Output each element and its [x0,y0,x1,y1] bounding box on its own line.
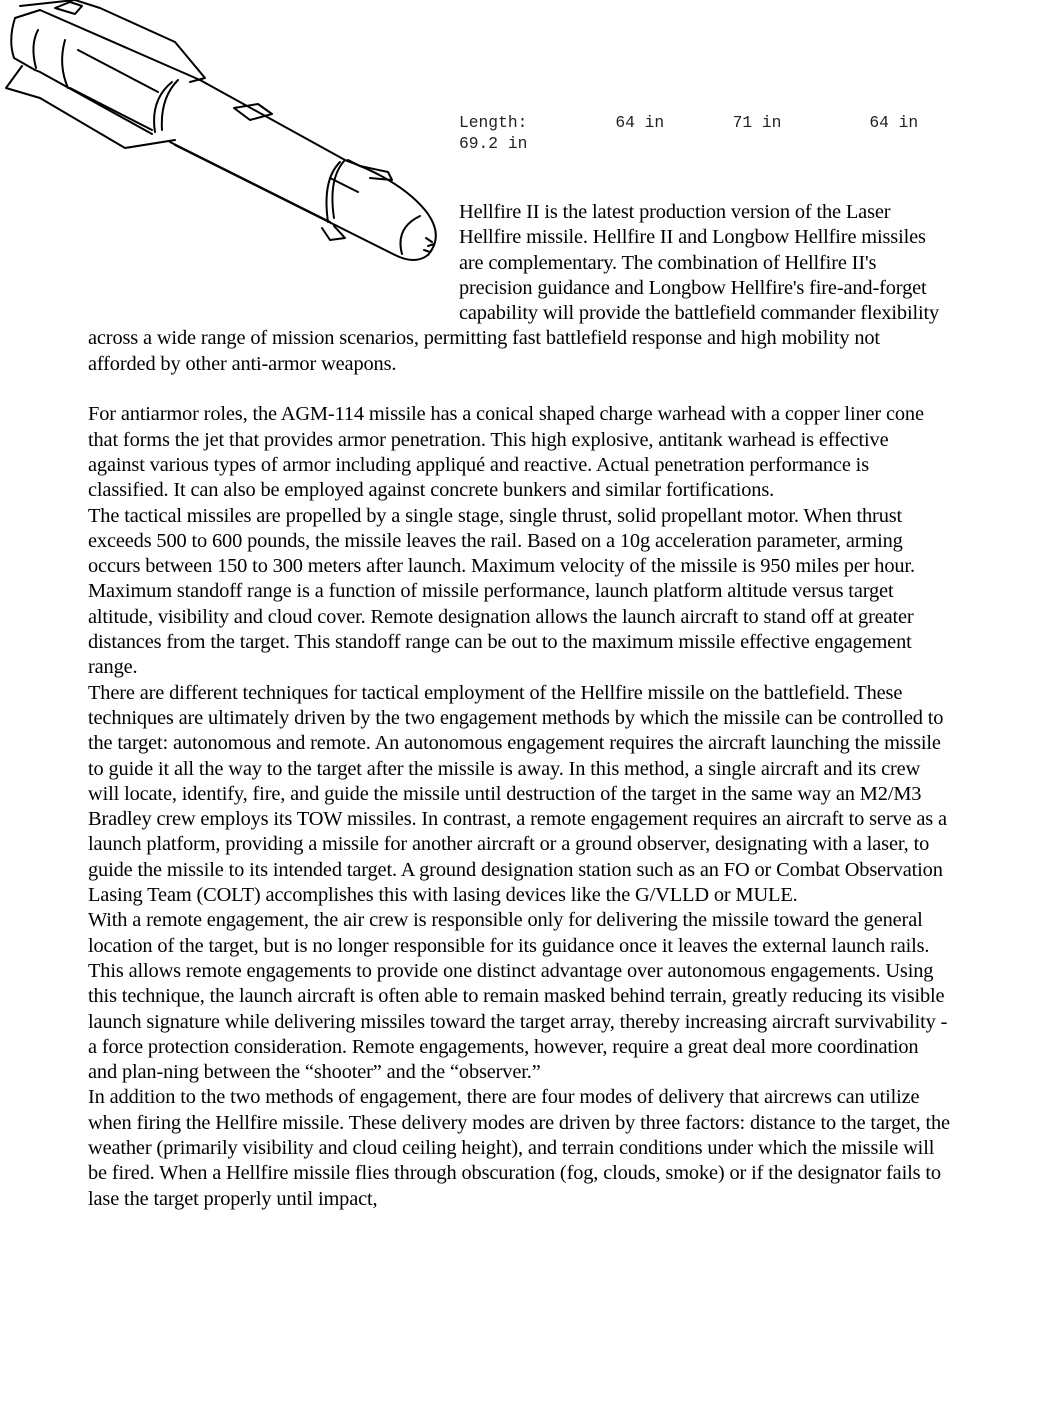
paragraph-delivery-modes: In addition to the two methods of engagement, there are four modes of delivery that aircrews can utilize when firing the Hellfire missile. These delivery modes are driven by three factors: distance to the target, the weather (primarily visibility and cloud ceiling height), and terrain conditions under which the missile will be fired. When a Hellfire missile flies through obscuration (fog, clouds, smoke) or if the designator fails to lase the target properly until impact, [88,1086,950,1210]
paragraph-propulsion: The tactical missiles are propelled by a single stage, single thrust, solid propellant motor. When thrust exceeds 500 to 600 pounds, the missile leaves the rail. Based on a 10g acceleration parameter, arming occurs between 150 to 300 meters after launch. Maximum velocity of the missile is 950 miles per hour. Maximum standoff range is a function of missile performance, launch platform altitude versus target altitude, visibility and cloud cover. Remote designation allows the launch aircraft to stand off at greater distances from the target. This standoff range can be out to the maximum missile effective engagement range. [88,504,915,679]
paragraph-remote-engagement: With a remote engagement, the air crew is responsible only for delivering the missile toward the general location of the target, but is no longer responsible for its guidance once it leaves the external launch rails. This allows remote engagements to provide one distinct advantage over autonomous engagements. Using this technique, the launch aircraft is often able to remain masked behind terrain, greatly reducing its visible launch signature while delivering missiles toward the target array, thereby increasing aircraft survivability - a force protection consideration. Remote engagements, however, require a great deal more coordination and plan-ning between the “shooter” and the “observer.” [88,909,948,1084]
length-specs: Length: 64 in 71 in 64 in 69.2 in [459,113,987,153]
aft-body [11,18,152,134]
paragraph-techniques: There are different techniques for tactical employment of the Hellfire missile on the battlefield. These techniques are ultimately driven by the two engagement methods by which the missile can be controlled to the target: autonomous and remote. An autonomous engagement requires the aircraft launching the missile to guide it all the way to the target after the missile is away. In this method, a single aircraft and its crew will locate, identify, fire, and guide the missile until destruction of the target in the same way an M2/M3 Bradley crew employs its TOW missiles. In contrast, a remote engagement requires an aircraft to serve as a launch platform, providing a missile for another aircraft or a ground observer, designating with a laser, to guide the missile to its intended target. A ground designation station such as an FO or Combat Observation Lasing Team (COLT) accomplishes this with lasing devices like the G/VLLD or MULE. [88,681,947,907]
tail-fin-bottom [6,66,175,148]
paragraph-hellfire-ii: Hellfire II is the latest production version of the Laser Hellfire missile. Hellfire II and Longbow Hellfire missiles are complementary. The combination of Hellfire II's precision guidance and Longbow Hellfire's fire-and-forget capability will provide the battlefield commander flexibility across a wide range of mission scenarios, permitting fast battlefield response and high mobility not afforded by other anti-armor weapons. [88,201,940,375]
paragraph-antiarmor: For antiarmor roles, the AGM-114 missile has a conical shaped charge warhead with a copper liner cone that forms the jet that provides armor penetration. This high explosive, antitank warhead is effective against various types of armor including appliqué and reactive. Actual penetration performance is classified. It can also be employed against concrete bunkers and similar fortifications. [88,403,924,502]
article-body [88,200,950,1212]
figure-wrap-spacer [88,200,459,316]
